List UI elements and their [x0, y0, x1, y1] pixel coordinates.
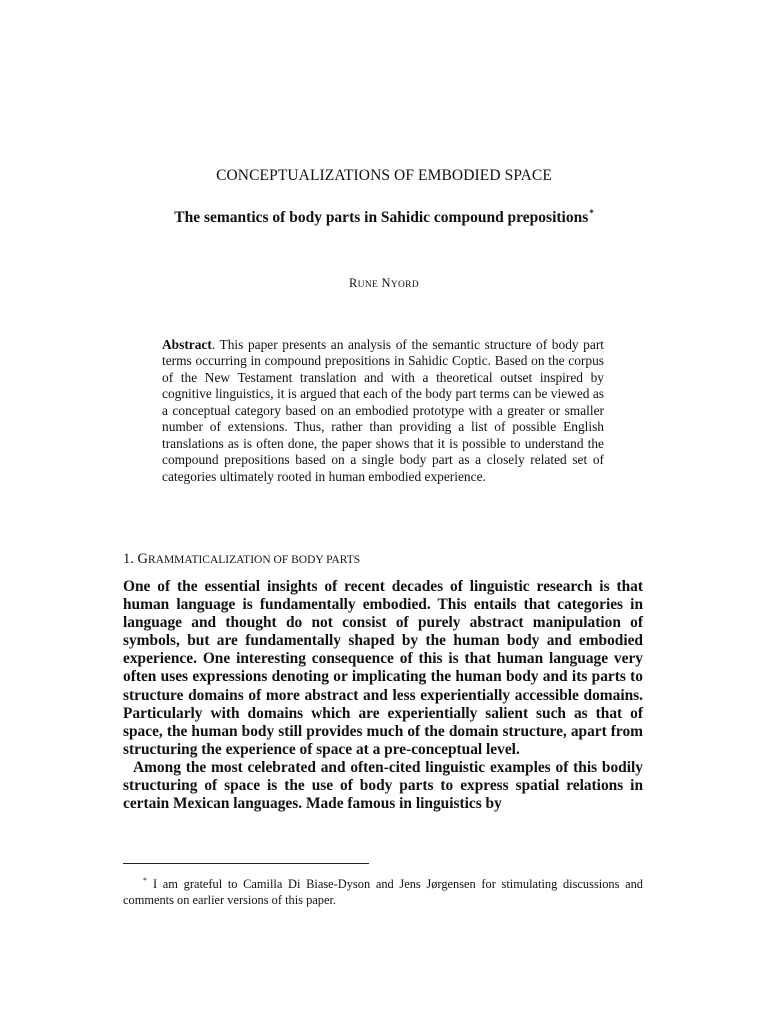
- footnote-separator: [123, 863, 369, 864]
- subtitle-text: The semantics of body parts in Sahidic compound prepositions: [174, 209, 589, 227]
- paper-title: CONCEPTUALIZATIONS OF EMBODIED SPACE: [216, 167, 552, 184]
- abstract: [162, 337, 604, 485]
- section-heading-rest: RAMMATICALIZATION OF BODY PARTS: [147, 554, 361, 566]
- author-last-initial: N: [381, 276, 391, 290]
- section-heading: [123, 551, 360, 568]
- subtitle-footnote-mark: *: [589, 208, 594, 218]
- footnote-text: I am grateful to Camilla Di Biase-Dyson and Jens Jørgensen for stimulating discussions and comments on earlier versions of this paper.: [123, 877, 643, 908]
- section-number: 1.: [123, 551, 134, 567]
- paper-subtitle: [0, 208, 768, 227]
- abstract-label: Abstract: [162, 337, 212, 352]
- author-name: [0, 276, 768, 291]
- footnote: [123, 873, 643, 908]
- author-first-rest: UNE: [357, 280, 379, 290]
- section-heading-initial: G: [137, 551, 148, 567]
- paragraph-2: Among the most celebrated and often-cited linguistic examples of this bodily structuring of space is the use of body parts to express spatial relations in certain Mexican languages. Made famous in linguistics by: [123, 758, 643, 813]
- paragraph-1: One of the essential insights of recent decades of linguistic research is that human language is fundamentally embodied. This entails that categories in language and thought do not consist of purely abstract manipulation of symbols, but are fundamentally shaped by the human body and embodied experience. One interesting consequence of this is that human language very often uses expressions denoting or implicating the human body and its parts to structure domains of more abstract and less experientially accessible domains. Particularly with domains which are experientially salient such as that of space, the human body still provides much of the domain structure, apart from structuring the experience of space at a pre-conceptual level.: [123, 578, 643, 758]
- author-last-rest: YORD: [390, 280, 419, 290]
- abstract-text: . This paper presents an analysis of the semantic structure of body part terms occurring in compound prepositions in Sahidic Coptic. Based on the corpus of the New Testament translation and with a theoretical outset inspired by cognitive linguistics, it is argued that each of the body part terms can be viewed as a conceptual category based on an embodied prototype with a greater or smaller number of extensions. Thus, rather than providing a list of possible English translations as is often done, the paper shows that it is possible to understand the compound prepositions based on a single body part as a closely related set of categories ultimately rooted in human embodied experience.: [162, 337, 604, 484]
- body-text: [123, 578, 643, 813]
- footnote-mark: *: [143, 876, 147, 885]
- author-first-initial: R: [349, 276, 358, 290]
